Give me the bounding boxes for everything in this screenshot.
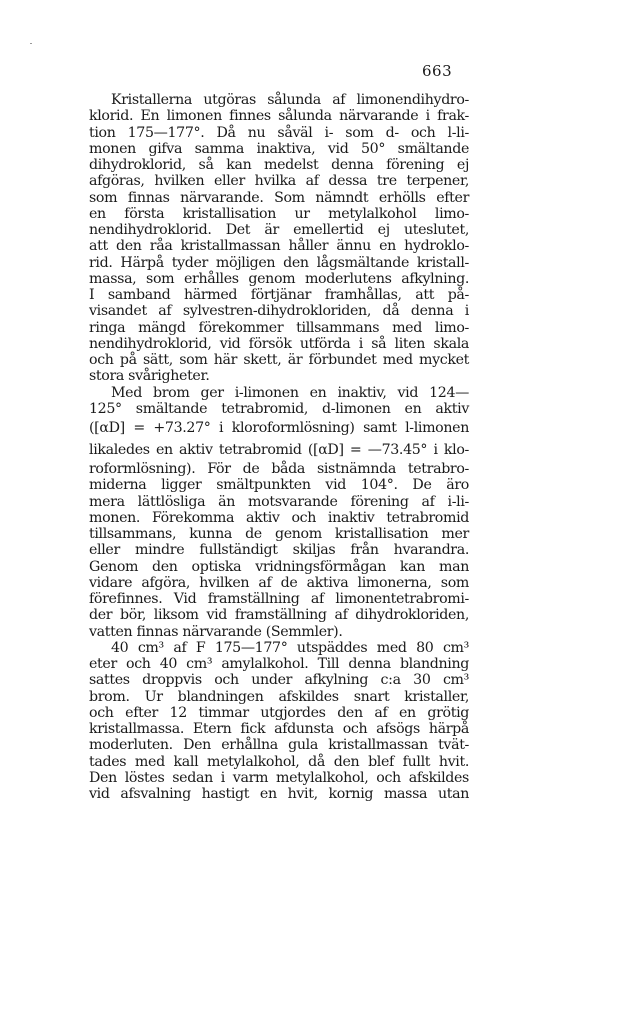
text-line: tades med kall metylalkohol, då den blef fullt hvit. — [89, 753, 469, 770]
text-line: vidare afgöra, hvilken af de aktiva limonerna, som — [89, 574, 469, 591]
text-line: massa, som erhålles genom moderlutens afkylning. — [89, 270, 469, 287]
text-line: nendihydroklorid, vid försök utförda i så liten skala — [89, 335, 469, 352]
text-line: som finnas närvarande. Som nämndt erhölls efter — [89, 189, 469, 206]
text-line: brom. Ur blandningen afskildes snart kristaller, — [89, 688, 469, 705]
text-line: och efter 12 timmar utgjordes den af en grötig — [89, 704, 469, 721]
text-line: monen. Förekomma aktiv och inaktiv tetrabromid — [89, 509, 469, 526]
text-line: en första kristallisation ur metylalkohol limo- — [89, 205, 469, 222]
text-line: förefinnes. Vid framställning af limonentetrabromi- — [89, 591, 469, 607]
text-line: eter och 40 cm³ amylalkohol. Till denna blandning — [89, 656, 469, 672]
text-line: 125° smältande tetrabromid, d-limonen en aktiv — [89, 400, 469, 417]
text-line: 40 cm³ af F 175—177° utspäddes med 80 cm³ — [111, 639, 469, 656]
body-text — [89, 92, 469, 802]
text-line: stora svårigheter. — [89, 368, 210, 385]
text-line: roformlösning). För de båda sistnämnda tetrabro- — [89, 461, 469, 477]
text-line: visandet af sylvestren-dihydrokloriden, då denna i — [89, 303, 469, 320]
text-line: och på sätt, som här skett, är förbundet med mycket — [89, 352, 469, 368]
page-number: 663 — [422, 62, 453, 80]
text-line: klorid. En limonen finnes sålunda närvarande i frak- — [89, 108, 469, 125]
text-line: Kristallerna utgöras sålunda af limonendihydro- — [111, 92, 469, 108]
text-line: rid. Härpå tyder möjligen den lågsmältande kristall- — [89, 254, 469, 271]
text-line: mera lättlösliga än motsvarande förening af i-li- — [89, 493, 469, 510]
text-line: monen gifva samma inaktiva, vid 50° smältande — [89, 140, 469, 157]
text-line: I samband härmed förtjänar framhållas, att på- — [89, 287, 469, 303]
text-line: der bör, liksom vid framställning af dihydrokloriden, — [89, 607, 469, 624]
text-line: att den råa kristallmassan håller ännu en hydroklo- — [89, 238, 469, 255]
text-line: likaledes en aktiv tetrabromid ([αD] = —73.45° i klo- — [89, 442, 469, 458]
text-line: ringa mängd förekommer tillsammans med limo- — [89, 319, 469, 336]
text-line: ([αD] = +73.27° i kloroformlösning) samt l-limonen — [89, 420, 469, 436]
text-line: dihydroklorid, så kan medelst denna förening ej — [89, 157, 469, 173]
text-line: miderna ligger smältpunkten vid 104°. De äro — [89, 477, 469, 494]
text-line: Med brom ger i-limonen en inaktiv, vid 124— — [111, 384, 469, 401]
text-line: Den löstes sedan i varm metylalkohol, och afskildes — [89, 769, 469, 786]
text-line: vatten finnas närvarande (Semmler). — [89, 623, 343, 640]
text-line: sattes droppvis och under afkylning c:a 30 cm³ — [89, 672, 469, 689]
text-line: Genom den optiska vridningsförmågan kan man — [89, 558, 469, 575]
text-line: tillsammans, kunna de genom kristallisation mer — [89, 526, 469, 542]
scan-speck — [30, 43, 32, 44]
text-line: moderluten. Den erhållna gula kristallmassan tvät- — [89, 737, 469, 754]
text-line: tion 175—177°. Då nu såväl i- som d- och l-li- — [89, 124, 469, 141]
text-line: afgöras, hvilken eller hvilka af dessa tre terpener, — [89, 173, 469, 190]
text-line: vid afsvalning hastigt en hvit, kornig massa utan — [89, 786, 469, 802]
text-line: nendihydroklorid. Det är emellertid ej uteslutet, — [89, 222, 469, 238]
text-line: eller mindre fullständigt skiljas från hvarandra. — [89, 542, 469, 559]
text-line: kristallmassa. Etern fick afdunsta och afsögs härpå — [89, 721, 469, 737]
